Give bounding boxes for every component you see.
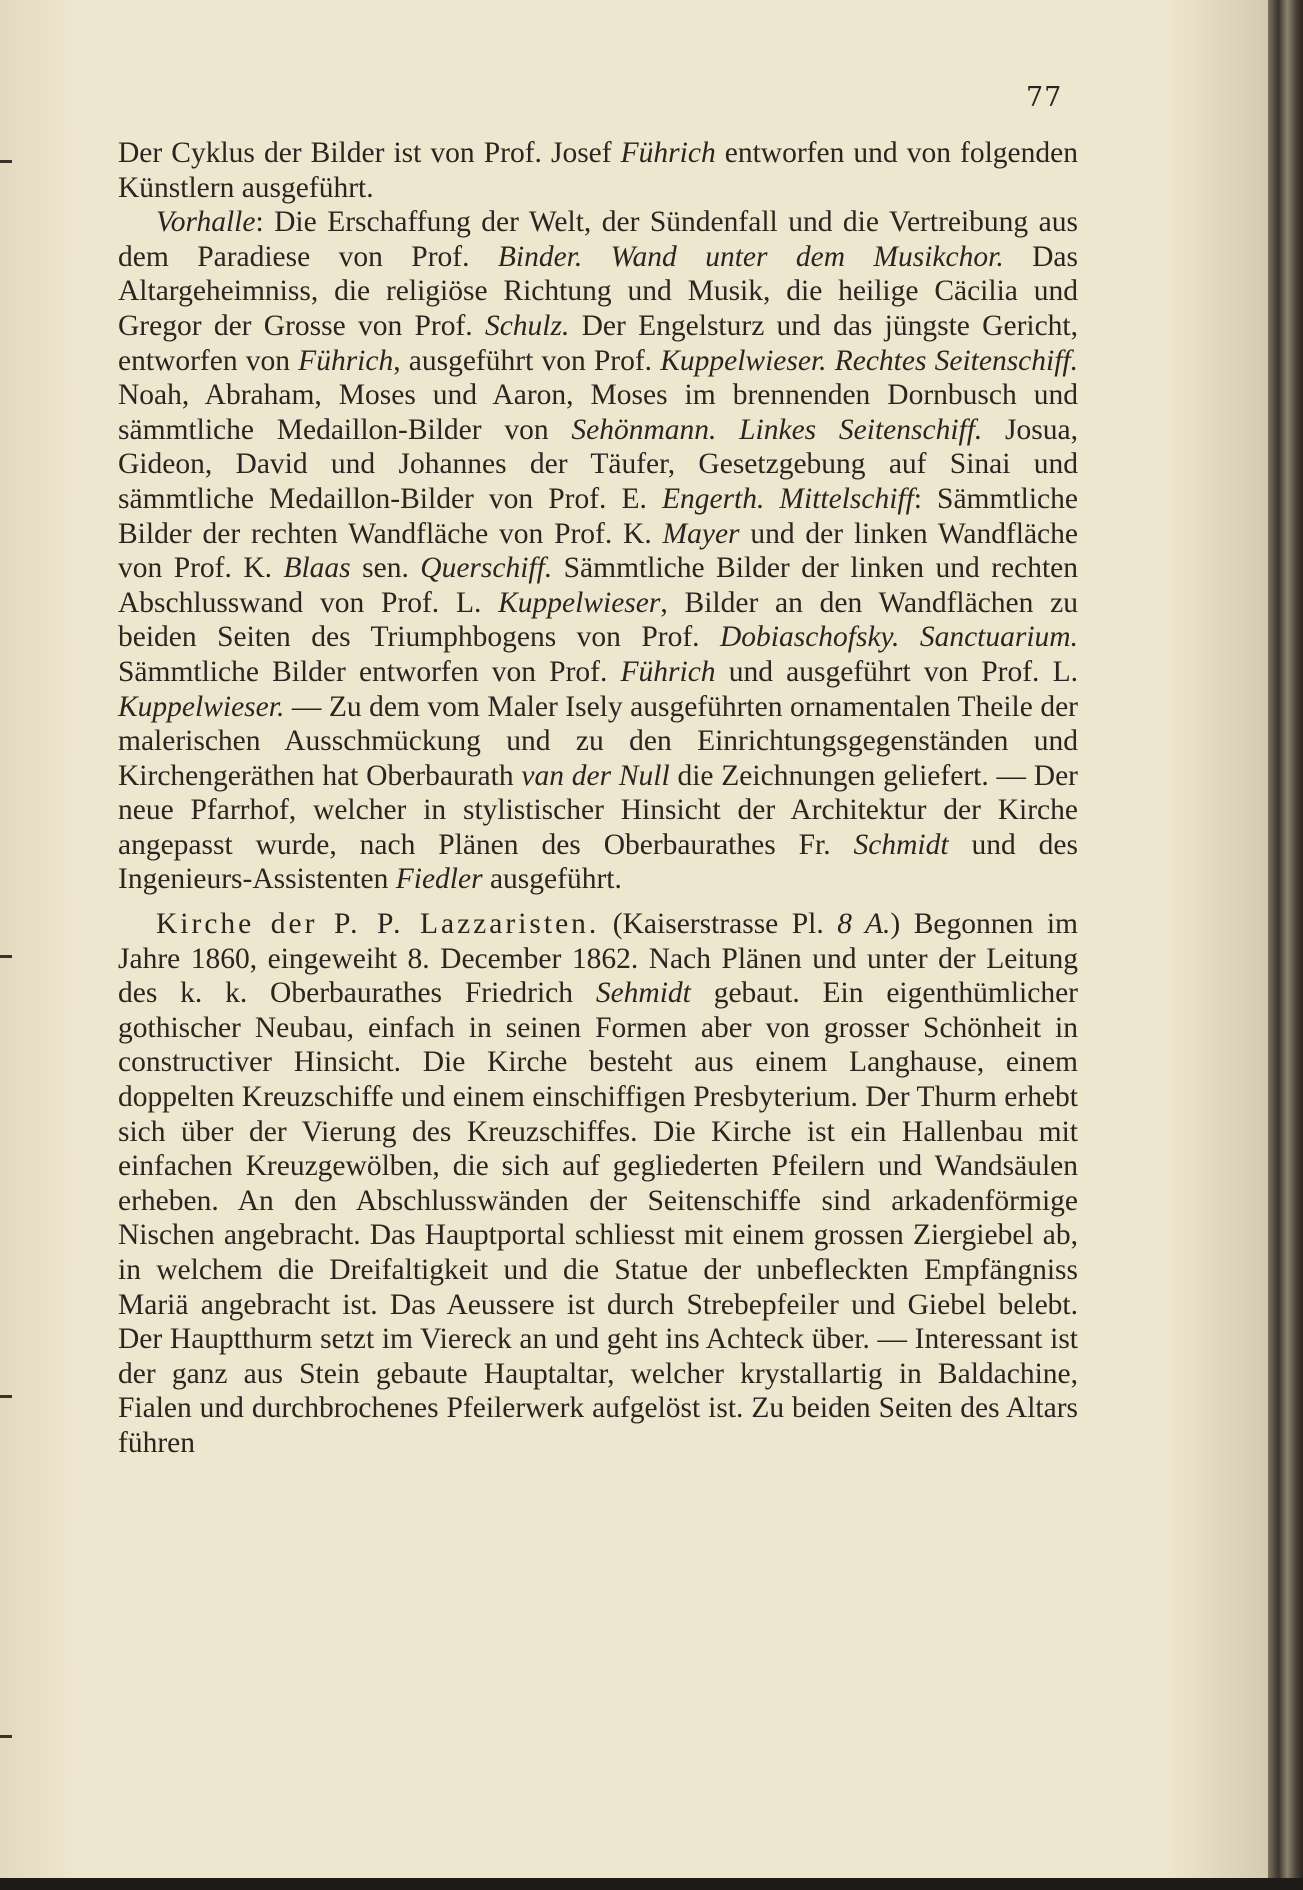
margin-mark bbox=[0, 1395, 12, 1398]
paragraph-lazzaristen: Kirche der P. P. Lazzaristen. (Kaiserstrasse Pl. 8 A.) Begonnen im Jahre 1860, eingeweiht 8. December 1862. Nach Plänen und unter der Leitung des k. k. Oberbaurathes Friedrich Sehmidt gebaut. Ein eigenthümlicher gothischer Neubau, einfach in seinen Formen aber von grosser Schönheit in constructiver Hinsicht. Die Kirche besteht aus einem Langhause, einem doppelten Kreuzschiffe und einem einschiffigen Presbyterium. Der Thurm erhebt sich über der Vierung des Kreuzschiffes. Die Kirche ist ein Hallenbau mit einfachen Kreuzgewölben, die sich auf gegliederten Pfeilern und Wandsäulen erheben. An den Abschlusswänden der Seitenschiffe sind arkadenförmige Nischen angebracht. Das Hauptportal schliesst mit einem grossen Ziergiebel ab, in welchem die Dreifaltigkeit und die Statue der unbefleckten Empfängniss Mariä angebracht ist. Das Aeussere ist durch Strebepfeiler und Giebel belebt. Der Hauptthurm setzt im Viereck an und geht ins Achteck über. — Interessant ist der ganz aus Stein gebaute Hauptaltar, welcher krystallartig in Baldachine, Fialen und durchbrochenes Pfeilerwerk aufgelöst ist. Zu beiden Seiten des Altars führen bbox=[118, 908, 1078, 1459]
margin-mark bbox=[0, 1735, 12, 1738]
body-text bbox=[118, 136, 1078, 1461]
margin-mark bbox=[0, 160, 12, 163]
page-number: 77 bbox=[1026, 82, 1063, 113]
paragraph-cyklus: Der Cyklus der Bilder ist von Prof. Josef Führich entworfen und von folgenden Künstlern ausgeführt. bbox=[118, 137, 1078, 204]
scan-border bbox=[0, 1878, 1303, 1890]
margin-mark bbox=[0, 955, 12, 958]
section-heading: Kirche der P. P. Lazzaristen. bbox=[156, 908, 600, 941]
page-edge bbox=[1268, 0, 1303, 1878]
paragraph-vorhalle: Vorhalle: Die Erschaffung der Welt, der Sündenfall und die Vertreibung aus dem Paradiese von Prof. Binder. Wand unter dem Musikchor. Das Altargeheimniss, die religiöse Richtung und Musik, die heilige Cäcilia und Gregor der Grosse von Prof. Schulz. Der Engelsturz und das jüngste Gericht, entworfen von Führich, ausgeführt von Prof. Kuppelwieser. Rechtes Seitenschiff. Noah, Abraham, Moses und Aaron, Moses im brennenden Dornbusch und sämmtliche Medaillon-Bilder von Sehönmann. Linkes Seitenschiff. Josua, Gideon, David und Johannes der Täufer, Gesetzgebung auf Sinai und sämmtliche Medaillon-Bilder von Prof. E. Engerth. Mittelschiff: Sämmtliche Bilder der rechten Wandfläche von Prof. K. Mayer und der linken Wandfläche von Prof. K. Blaas sen. Querschiff. Sämmtliche Bilder der linken und rechten Abschlusswand von Prof. L. Kuppelwieser, Bilder an den Wandflächen zu beiden Seiten des Triumphbogens von Prof. Dobiaschofsky. Sanctuarium. Sämmtliche Bilder entworfen von Prof. Führich und ausgeführt von Prof. L. Kuppelwieser. — Zu dem vom Maler Isely ausgeführten ornamentalen Theile der malerischen Ausschmückung und zu den Einrichtungsgegenständen und Kirchengeräthen hat Oberbaurath van der Null die Zeichnungen geliefert. — Der neue Pfarrhof, welcher in stylistischer Hinsicht der Architektur der Kirche angepasst wurde, nach Plänen des Oberbaurathes Fr. Schmidt und des Ingenieurs-Assistenten Fiedler ausgeführt. bbox=[118, 206, 1079, 896]
